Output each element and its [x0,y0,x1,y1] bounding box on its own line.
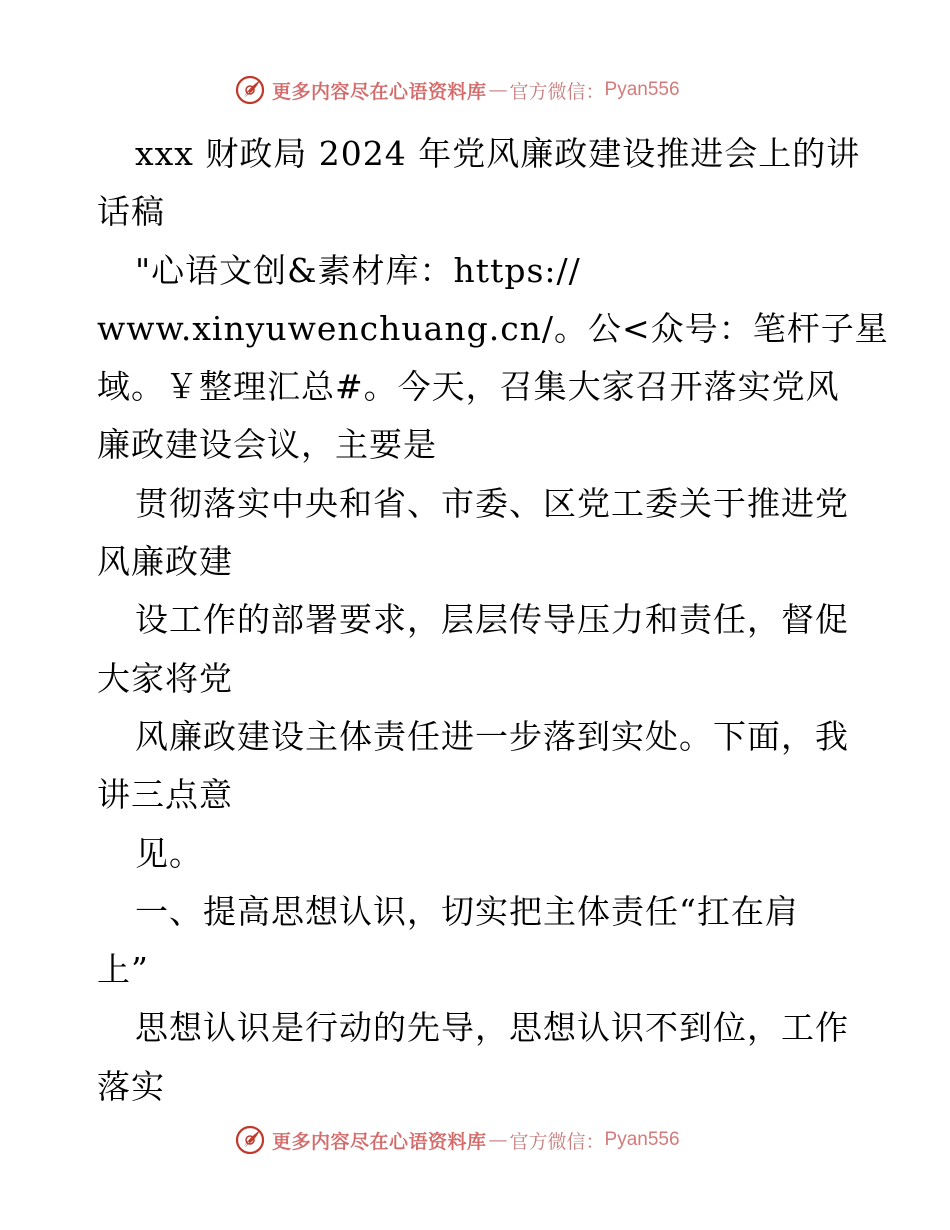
title-line-2: 话稿 [97,192,165,232]
banner-wechat-label: 官方微信： [509,80,605,103]
paragraph-line: 贯彻落实中央和省、市委、区党工委关于推进党 [135,483,849,523]
banner-main-text: 更多内容尽在心语资料库 [272,1130,487,1153]
banner-main-text: 更多内容尽在心语资料库 [272,80,487,103]
paragraph-line: 设工作的部署要求，层层传导压力和责任，督促 [135,600,849,640]
header-banner [234,73,714,107]
quill-pen-logo-icon [234,1124,266,1156]
banner-wechat-id: Pyan556 [604,1129,680,1150]
footer-banner [234,1123,714,1157]
banner-wechat-id: Pyan556 [604,79,680,100]
section-heading-line: 上” [97,950,149,990]
paragraph-line: 讲三点意 [97,775,233,815]
paragraph-line: 域。￥整理汇总#。今天，召集大家召开落实党风 [97,367,840,407]
paragraph-line: 廉政建设会议，主要是 [97,425,437,465]
section-heading-line: 一、提高思想认识，切实把主体责任“扛在肩 [135,891,799,931]
paragraph-line: "心语文创&素材库：https:// [135,250,581,290]
paragraph-line: 风廉政建 [97,542,233,582]
paragraph-line: 思想认识是行动的先导，思想认识不到位，工作 [135,1008,849,1048]
quill-pen-logo-icon [234,74,266,106]
banner-separator: — [488,1129,508,1151]
banner-wechat-label: 官方微信： [509,1130,605,1153]
paragraph-line: www.xinyuwenchuang.cn/。公<众号：笔杆子星 [97,308,889,348]
paragraph-line: 见。 [135,833,203,873]
banner-separator: — [488,79,508,101]
paragraph-line: 大家将党 [97,658,233,698]
title-line-1: xxx 财政局 2024 年党风廉政建设推进会上的讲 [135,134,861,173]
paragraph-line: 落实 [97,1066,165,1106]
paragraph-line: 风廉政建设主体责任进一步落到实处。下面，我 [135,716,849,756]
document-body [97,125,889,1116]
